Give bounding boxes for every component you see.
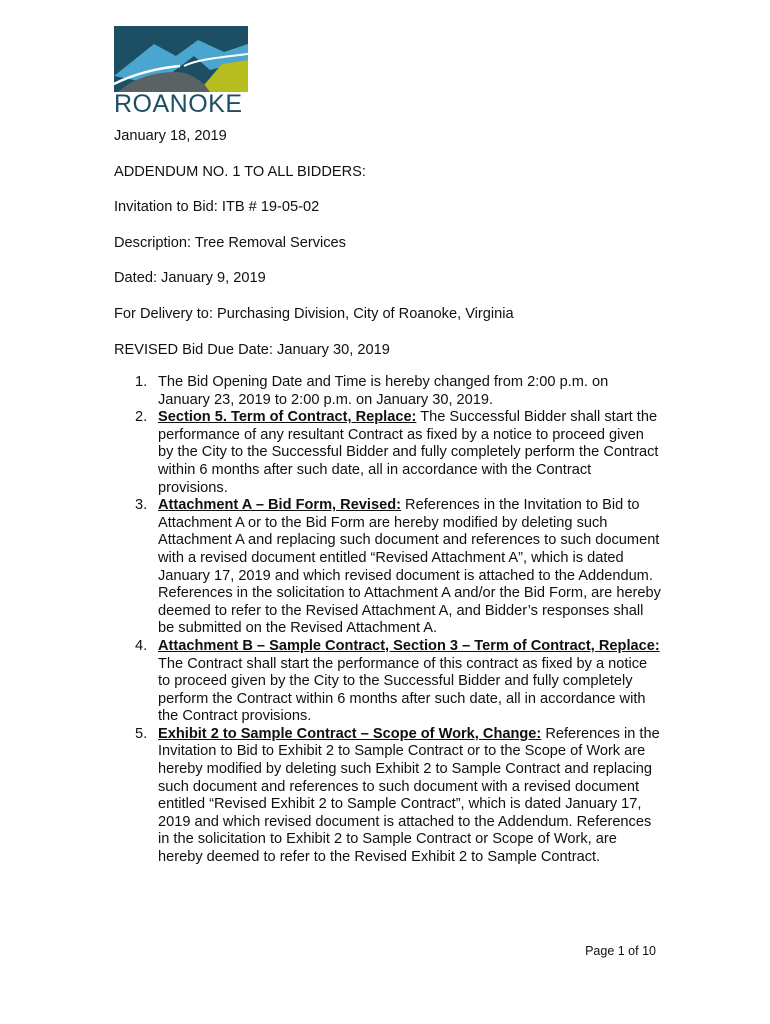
addendum-title: ADDENDUM NO. 1 TO ALL BIDDERS: (114, 164, 366, 180)
item-heading: Attachment B – Sample Contract, Section 3 – Term of Contract, Replace: (158, 637, 660, 654)
addendum-item (114, 726, 662, 867)
invitation-to-bid: Invitation to Bid: ITB # 19-05-02 (114, 199, 320, 215)
item-body: The Successful Bidder shall start the performance of any resultant Contract as fixed by a notice to proceed given by the City to the Successful Bidder and fully completely perform the Contract within 6 months after such date, all in accordance with the Contract provisions. (158, 409, 659, 496)
item-heading: Section 5. Term of Contract, Replace: (158, 409, 417, 426)
item-body: The Contract shall start the performance of this contract as fixed by a notice to proceed given by the City to the Successful Bidder and fully completely perform the Contract within 6 months after such date, all in accordance with the Contract provisions. (158, 655, 648, 725)
addendum-item (114, 374, 662, 409)
item-number: 4. (135, 637, 148, 654)
revised-due-date: REVISED Bid Due Date: January 30, 2019 (114, 342, 390, 358)
delivery-line: For Delivery to: Purchasing Division, City of Roanoke, Virginia (114, 306, 514, 322)
description-line: Description: Tree Removal Services (114, 235, 346, 251)
item-body: The Bid Opening Date and Time is hereby changed from 2:00 p.m. on January 23, 2019 to 2:00 p.m. on January 30, 2019. (158, 374, 609, 408)
item-body: References in the Invitation to Bid to Exhibit 2 to Sample Contract or to the Scope of Work are hereby modified by deleting such Exhibit 2 to Sample Contract and replacing such document and references to such document with a revised document entitled “Revised Exhibit 2 to Sample Contract”, which is dated January 17, 2019 and which revised document is attached to the Addendum. References in the solicitation to Exhibit 2 to Sample Contract or Scope of Work, are hereby deemed to refer to the Revised Exhibit 2 to Sample Contract. (158, 725, 660, 866)
item-number: 1. (135, 374, 148, 390)
item-body: References in the Invitation to Bid to Attachment A or to the Bid Form are hereby modified by deleting such Attachment A and replacing such document and references to such document with a revised document entitled “Revised Attachment A”, which is dated January 17, 2019 and which revised document is attached to the Addendum. References in the solicitation to Attachment A and/or the Bid Form, are hereby deemed to refer to the Revised Attachment A, and Bidder’s responses shall be submitted on the Revised Attachment A. (158, 497, 661, 637)
item-number: 3. (135, 497, 148, 514)
item-heading: Exhibit 2 to Sample Contract – Scope of Work, Change: (158, 725, 542, 742)
addendum-item (114, 638, 662, 726)
page-number: Page 1 of 10 (585, 944, 656, 958)
letter-date: January 18, 2019 (114, 128, 227, 144)
addendum-item (114, 409, 662, 497)
item-number: 5. (135, 725, 148, 742)
item-number: 2. (135, 409, 148, 426)
logo-wordmark: ROANOKE (114, 90, 243, 118)
item-heading: Attachment A – Bid Form, Revised: (158, 497, 401, 514)
addendum-item (114, 497, 662, 638)
dated-line: Dated: January 9, 2019 (114, 270, 266, 286)
addendum-items (114, 374, 662, 867)
